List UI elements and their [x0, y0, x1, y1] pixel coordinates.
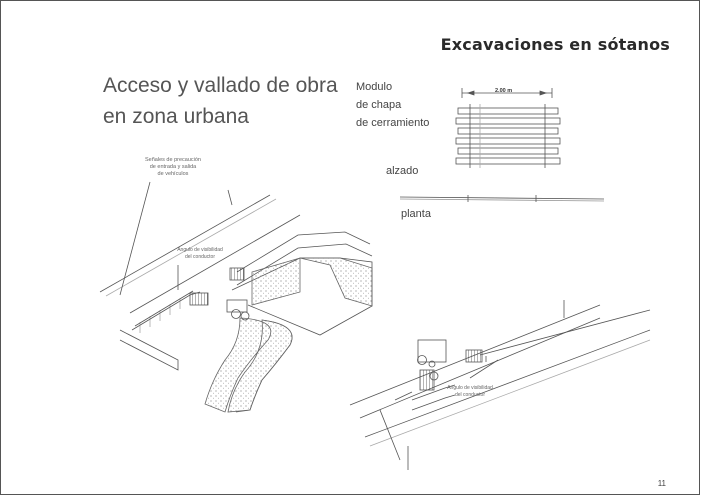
- visibility-angle-annotation-2: Angulo de visibilidad del conductor: [447, 385, 493, 398]
- page-title: Acceso y vallado de obra en zona urbana: [103, 74, 338, 128]
- fence-elevation-drawing: [456, 88, 560, 168]
- street-access-axonometric: [350, 300, 650, 470]
- dimension-label: 2.00 m: [495, 88, 513, 94]
- urban-site-axonometric: [100, 182, 372, 412]
- section-title: Excavaciones en sótanos: [440, 35, 670, 54]
- page-number: 11: [657, 479, 666, 488]
- signals-annotation: Señales de precaución de entrada y salida de vehículos: [145, 157, 201, 177]
- module-label: Modulo de chapa de cerramiento: [356, 81, 430, 129]
- visibility-angle-annotation: Angulo de visibilidad del conductor: [177, 247, 223, 260]
- plan-label: planta: [401, 208, 431, 220]
- elevation-label: alzado: [386, 165, 419, 177]
- fence-plan-drawing: [400, 195, 604, 202]
